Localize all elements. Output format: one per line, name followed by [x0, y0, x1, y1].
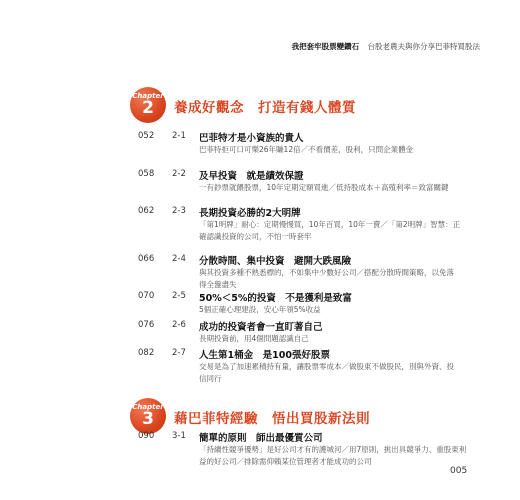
chapter-badge [130, 87, 166, 123]
chapter-badge-number: 2 [142, 98, 154, 118]
toc-entry-title: 人生第1桶金 是100張好股票 [199, 350, 330, 361]
toc-entry-description: 5個正確心理建設，安心年領5%收益 [199, 305, 321, 314]
toc-section-number: 2-6 [172, 320, 186, 330]
chapter-heading-3 [130, 398, 480, 434]
toc-entry-title: 成功的投資者會一直盯著自己 [199, 322, 323, 333]
toc-section-number: 2-5 [172, 291, 186, 301]
toc-section-number: 2-3 [172, 206, 186, 216]
chapter-badge-label: Chapter [132, 92, 164, 100]
chapter-badge-number: 3 [142, 409, 154, 429]
toc-entry-description: 與其投資多種不熟悉標的，不如集中少數好公司／搭配分散時間策略，以免落得全盤盡失 [199, 268, 454, 289]
running-head [130, 41, 480, 52]
toc-entry-description: 交易是為了加速累積持有量，讓股票零成本／做股東不做股民，別與外資、投信同行 [199, 362, 454, 383]
toc-page-number: 090 [138, 431, 155, 441]
toc-entry-description: 「第1明牌」耐心：定期慢慢買，10年百買，10年一賣／「第2明牌」智慧：正確認識投資的公司，不怕一時套牢 [199, 220, 461, 241]
chapter-badge-label: Chapter [132, 403, 164, 411]
toc-page-number: 082 [138, 348, 155, 358]
chapter-title: 養成好觀念 打造有錢人體質 [174, 100, 356, 116]
toc-page-number: 058 [138, 169, 155, 179]
toc-page-number: 066 [138, 254, 155, 264]
toc-section-number: 2-4 [172, 254, 186, 264]
toc-entry-title: 及早投資 就是績效保證 [199, 171, 304, 182]
page-folio: 005 [450, 466, 468, 476]
toc-section-number: 2-7 [172, 348, 186, 358]
toc-entry-title: 巴菲特才是小資族的貴人 [199, 133, 304, 144]
toc-entry-description: 長期投資前，用4個問題認識自己 [199, 334, 309, 343]
toc-page-number: 070 [138, 291, 155, 301]
toc-entry-title: 分散時間、集中投資 避開大跌風險 [199, 256, 352, 267]
toc-entry-description: 一有鈔票就餵股票，10年定期定額買進／低持股成本＋高殖利率＝致富關鍵 [199, 183, 449, 192]
book-subtitle: 台股老農夫與你分享巴菲特買股法 [367, 42, 480, 51]
toc-section-number: 2-2 [172, 169, 186, 179]
toc-entry-description: 「持續性競爭優勢」是好公司才有的護城河／用7原則，挑出具競爭力、重股東利益的好公司／排除需仰賴某位管理者才能成功的公司 [199, 445, 467, 466]
chapter-badge [130, 398, 166, 434]
toc-entry-title: 50%＜5%的投資 不是獲利是致富 [199, 293, 352, 304]
toc-section-number: 2-1 [172, 131, 186, 141]
toc-page-number: 076 [138, 320, 155, 330]
toc-entry-title: 長期投資必勝的2大明牌 [199, 208, 301, 219]
toc-section-number: 3-1 [172, 431, 186, 441]
toc-entry-title: 簡單的原則 師出最優質公司 [199, 433, 323, 444]
toc-page-number: 052 [138, 131, 155, 141]
chapter-heading-2 [130, 87, 480, 123]
chapter-title: 藉巴菲特經驗 悟出買股新法則 [174, 411, 370, 427]
toc-page-number: 062 [138, 206, 155, 216]
toc-entry-description: 巴菲特拒可口可樂26年賺12倍／不看價差，股利，只問企業體金 [199, 145, 414, 154]
book-title: 我把套牢股票變鑽石 [291, 42, 360, 51]
